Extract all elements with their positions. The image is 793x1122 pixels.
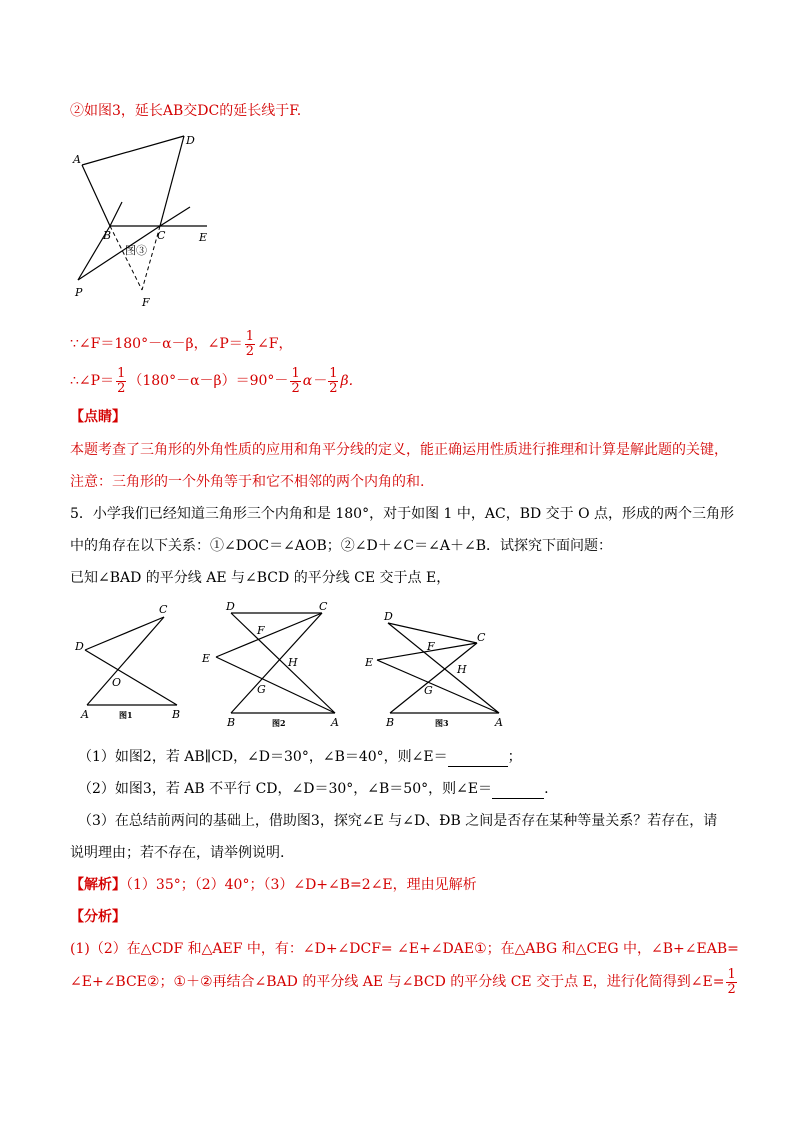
fig1-label-b: B <box>172 708 181 721</box>
part2-intro: ②如图3，延长AB交DC的延长线于F. <box>70 103 302 119</box>
fig3-label-a: A <box>495 716 503 729</box>
fig3-label-f: F <box>427 640 435 653</box>
q5-line-3: 已知∠BAD 的平分线 AE 与∠BCD 的平分线 CE 交于点 E， <box>70 570 451 586</box>
fenxi-label: 【分析】 <box>70 909 126 925</box>
fig2-label-b: B <box>227 716 236 729</box>
fig3top-line-ab <box>82 165 110 226</box>
fig1-label-c: C <box>159 603 168 616</box>
fig2-line-cb <box>231 613 322 713</box>
fig1-caption: 图1 <box>119 710 133 720</box>
formula-2: ∴∠P＝ $\frac{1}{2}$ （180°－α－β）＝90°－ $\frac{1}{2}$ α－ $\frac{1}{2}$ β. <box>70 365 354 396</box>
fig3top-ext-b <box>110 202 122 226</box>
jiexi <box>70 875 477 895</box>
fig3-label-d: D <box>384 610 393 623</box>
fig3-label-e: E <box>365 656 374 669</box>
jiexi-label: 【解析】 <box>70 877 126 893</box>
fig3-label-c: C <box>477 631 486 644</box>
fig2-line-da <box>231 613 335 713</box>
fig3top-label-a: A <box>73 153 81 166</box>
fig2-line-ea <box>216 657 335 713</box>
fig3-line-ea <box>377 660 499 713</box>
fig3top-label-d: D <box>186 134 195 147</box>
fig2-label-f: F <box>257 624 265 637</box>
fig2-line-ec <box>216 613 322 657</box>
fig3-caption: 图3 <box>435 718 449 728</box>
fig3top-line-pc <box>78 226 160 280</box>
fig2-label-c: C <box>319 600 328 613</box>
fig1-label-a: A <box>81 708 89 721</box>
fenxi-line-2: ∠E+∠BCE②；①＋②再结合∠BAD 的平分线 AE 与∠BCD 的平分线 CE 交于点 E，进行化简得到∠E= $\frac{1}{2}$ <box>70 966 736 997</box>
fig2-label-g: G <box>257 683 266 696</box>
answer-blank-1[interactable] <box>448 750 508 767</box>
fig3top-label-f: F <box>142 296 150 309</box>
fig1-line-ca <box>87 617 164 705</box>
dianjing-label: 【点睛】 <box>70 409 126 425</box>
dianjing-text-2: 注意：三角形的一个外角等于和它不相邻的两个内角的和. <box>70 474 425 490</box>
fig3top-label-p: P <box>75 286 83 299</box>
fig2-label-e: E <box>202 652 211 665</box>
answer-blank-2[interactable] <box>492 782 544 799</box>
fig2-label-a: A <box>331 716 339 729</box>
dianjing-text-1: 本题考查了三角形的外角性质的应用和角平分线的定义，能正确运用性质进行推理和计算是解此题的关键， <box>70 442 728 458</box>
fig3top-label-e: E <box>199 231 208 244</box>
fig2-label-h: H <box>288 656 298 669</box>
figure-3-top <box>70 130 220 310</box>
fenxi-line-1: (1)（2）在△CDF 和△AEF 中，有：∠D+∠DCF= ∠E+∠DAE①；在△ABG 和△CEG 中，∠B+∠EAB= <box>70 941 739 957</box>
fig3-label-b: B <box>386 716 395 729</box>
fig3top-caption: 图③ <box>125 244 147 257</box>
fig3-label-g: G <box>424 684 433 697</box>
jiexi-text: （1）35°；（2）40°；（3）∠D+∠B=2∠E，理由见解析 <box>126 877 477 893</box>
fig1-label-o: O <box>112 676 122 689</box>
q5-line-1: 5．小学我们已经知道三角形三个内角和是 180°，对于如图 1 中，AC，BD 交于 O 点，形成的两个三角形 <box>70 506 735 522</box>
sub-question-3-line-1: （3）在总结前两问的基础上，借助图3，探究∠E 与∠D、ÐB 之间是否存在某种等量关系？若存在，请 <box>78 813 718 829</box>
fig1-line-dc <box>85 617 164 650</box>
figure-1 <box>75 600 195 730</box>
fig3top-label-c: C <box>157 229 166 242</box>
fig3-line-cb <box>390 643 477 713</box>
figure-2 <box>200 600 350 730</box>
fig3top-label-b: B <box>103 229 112 242</box>
fig1-line-db <box>85 650 177 705</box>
fig3top-line-ad <box>82 136 184 165</box>
fig3top-dash-bf <box>110 226 142 290</box>
figure-3 <box>365 600 515 730</box>
fig3-label-h: H <box>457 663 467 676</box>
q5-line-2: 中的角存在以下关系：①∠DOC＝∠AOB；②∠D＋∠C＝∠A＋∠B．试探究下面问题： <box>70 538 613 554</box>
fig2-caption: 图2 <box>272 718 286 728</box>
formula-1: ∵∠F＝180°－α－β，∠P＝ $\frac{1}{2}$ ∠F， <box>70 328 293 359</box>
fig2-label-d: D <box>226 600 235 613</box>
sub-question-2: （2）如图3，若 AB 不平行 CD，∠D＝30°，∠B＝50°，则∠E＝ . <box>78 781 549 797</box>
sub-question-1: （1）如图2，若 AB∥CD，∠D＝30°，∠B＝40°，则∠E＝ ； <box>78 749 522 765</box>
sub-question-3-line-2: 说明理由；若不存在，请举例说明. <box>70 845 285 861</box>
fig1-label-d: D <box>75 640 84 653</box>
